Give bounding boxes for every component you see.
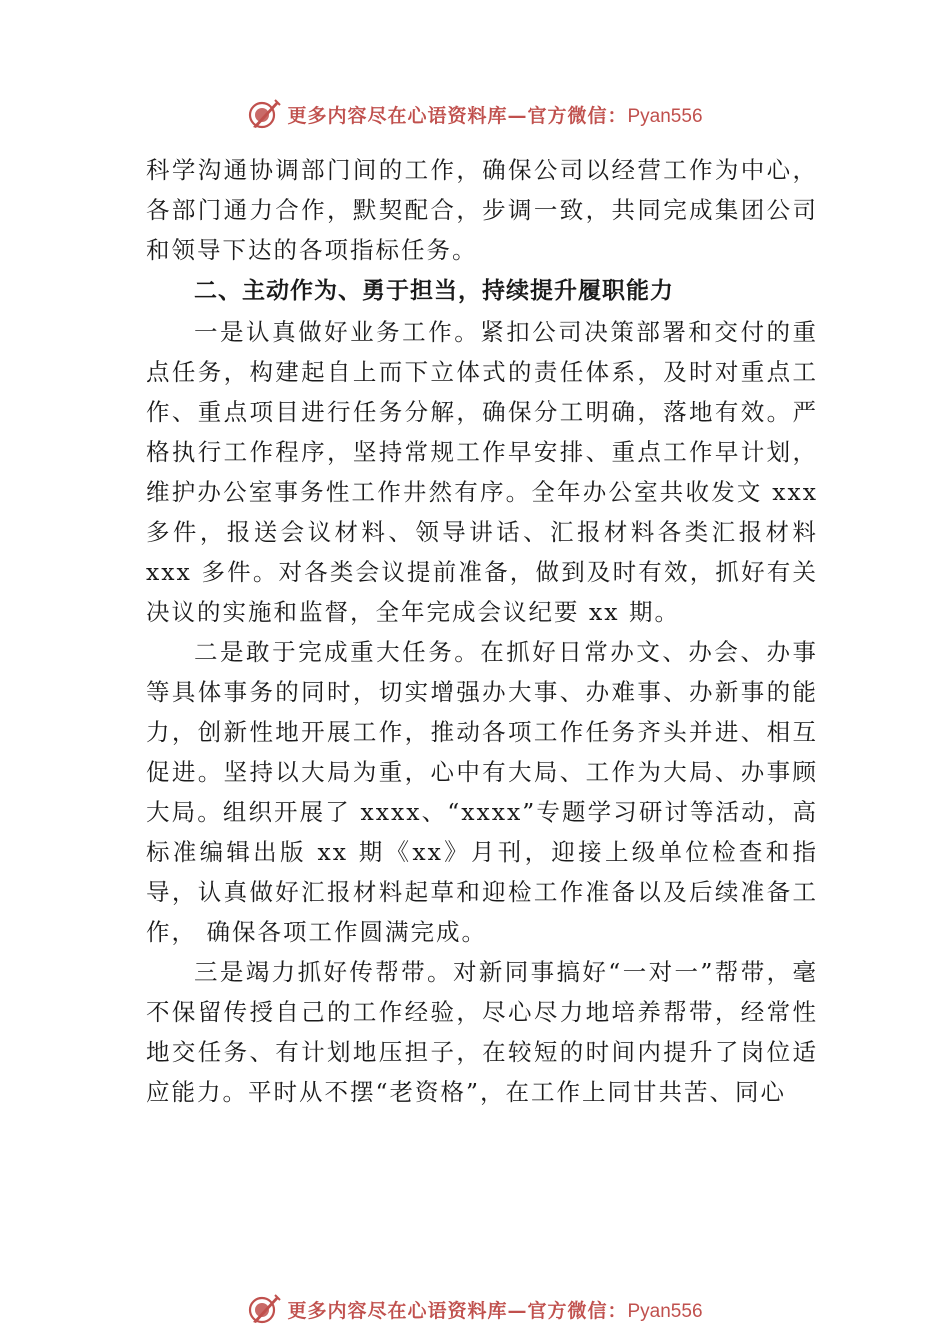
footer-dash: — (507, 1299, 528, 1322)
pen-seal-logo-icon (247, 97, 281, 131)
footer-brand-text: 更多内容尽在心语资料库 (287, 1299, 508, 1322)
footer-wechat-id: Pyan556 (627, 1300, 703, 1322)
header-dash: — (507, 104, 528, 127)
footer-banner (0, 1289, 950, 1329)
header-banner-text (287, 101, 702, 128)
paragraph-continuation: 科学沟通协调部门间的工作，确保公司以经营工作为中心， 各部门通力合作，默契配合，步调一致，共同完成集团公司和领导下达的各项指标任务。 (146, 156, 818, 264)
paragraph-mentoring: 三是竭力抓好传帮带。对新同事搞好“一对一”帮带，毫不保留传授自己的工作经验，尽心尽力地培养帮带，经常性地交任务、有计划地压担子，在较短的时间内提升了岗位适应能力。平时从不摆“老资格”，在工作上同甘共苦、同心 (146, 958, 818, 1106)
paragraph-business-work: 一是认真做好业务工作。紧扣公司决策部署和交付的重点任务，构建起自上而下立体式的责任体系，及时对重点工作、重点项目进行任务分解，确保分工明确，落地有效。严格执行工作程序，坚持常规工作早安排、重点工作早计划， 维护办公室事务性工作井然有序。全年办公室共收发文 xxx 多件，报送会议材料、领导讲话、汇报材料各类汇报材料 xxx 多件。对各类会议提前准备，做到及时有效，抓好有关决议的实施和监督，全年完成会议纪要 xx 期。 (146, 318, 818, 626)
document-body (146, 150, 818, 1112)
paragraph-major-tasks: 二是敢于完成重大任务。在抓好日常办文、办会、办事等具体事务的同时，切实增强办大事、办难事、办新事的能力，创新性地开展工作，推动各项工作任务齐头并进、相互促进。坚持以大局为重，心中有大局、工作为大局、办事顾大局。组织开展了 xxxx、“xxxx”专题学习研讨等活动，高标准编辑出版 xx 期《xx》月刊，迎接上级单位检查和指导，认真做好汇报材料起草和迎检工作准备以及后续准备工作， 确保各项工作圆满完成。 (146, 638, 818, 946)
header-banner (0, 94, 950, 134)
section-heading: 二、主动作为、勇于担当，持续提升履职能力 (194, 278, 674, 304)
header-brand-text: 更多内容尽在心语资料库 (287, 104, 508, 127)
footer-wechat-label: 官方微信： (527, 1299, 628, 1322)
pen-seal-logo-icon (247, 1292, 281, 1326)
header-wechat-id: Pyan556 (627, 105, 703, 127)
footer-banner-text (287, 1296, 702, 1323)
header-wechat-label: 官方微信： (527, 104, 628, 127)
